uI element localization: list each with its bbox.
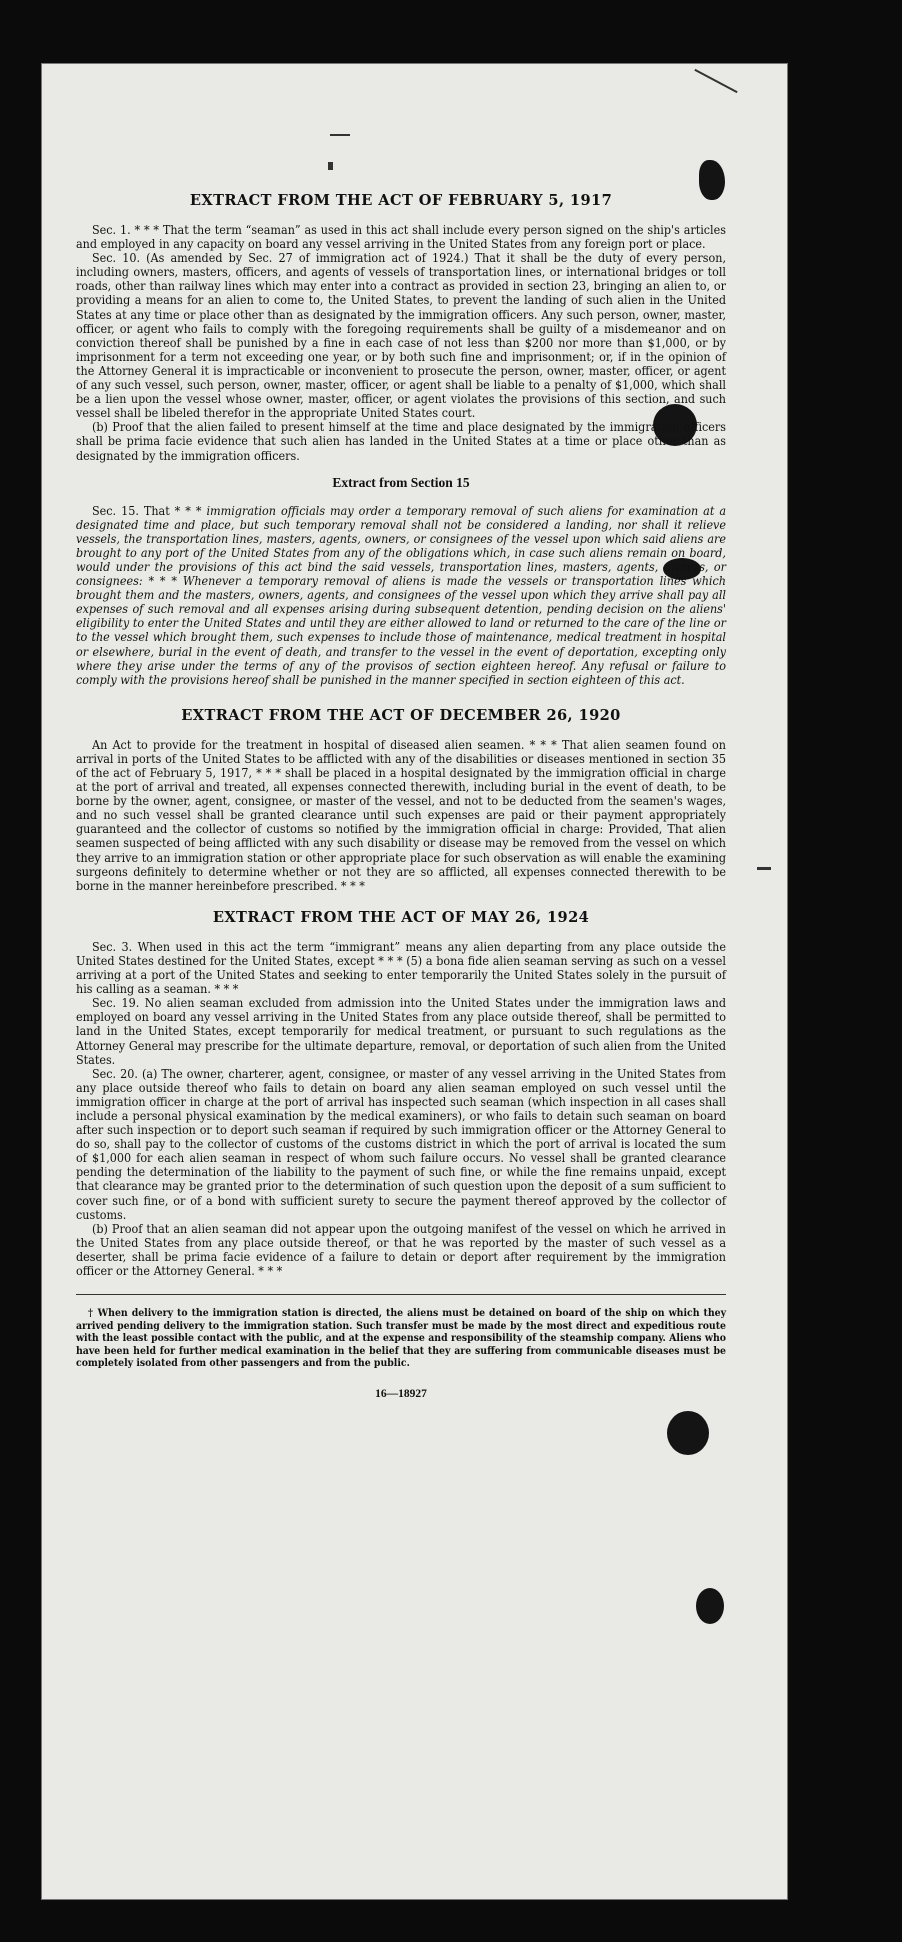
ink-blot [667, 1411, 709, 1455]
paragraph: Sec. 1. * * * That the term “seaman” as used in this act shall include every person signed on the ship's articles and employed in any capacity on board any vessel arriving in the United States from any foreign port or place. [76, 222, 726, 252]
section-heading: EXTRACT FROM THE ACT OF DECEMBER 26, 1920 [181, 706, 621, 724]
paragraph-lead: Sec. 15. That * * * [92, 502, 207, 518]
paragraph: (b) Proof that the alien failed to present himself at the time and place designated by the immigration officers shall be prima facie evidence that such alien has landed in the United States at a time or place other than as designated by the immigration officers. [76, 419, 726, 463]
paragraph: Sec. 3. When used in this act the term “immigrant” means any alien departing from any place outside the United States destined for the United States, except * * * (5) a bona fide alien seaman serving as such on a vessel arriving at a port of the United States and seeking to enter temporarily the United States solely in the pursuit of his calling as a seaman. * * * [76, 938, 726, 997]
footnote-divider [76, 1294, 726, 1295]
paragraph-italic-text: immigration officials may order a temporary removal of such aliens for examination at a designated time and place, but such temporary removal shall not be considered a landing, nor shall it relieve vessels, the transportation lines, masters, agents, owners, or consignees of the vessel upon which said aliens are brought to any port of the United States from any of the obligations which, in case such aliens remain on board, would under the provisions of this act bind the said vessels, transportation lines, masters, agents, owners, or consignees: * * * Whenever a temporary removal of aliens is made the vessels or transportation lines which brought them and the masters, owners, agents, and consignees of the vessel upon which they arrive shall pay all expenses of such removal and all expenses arising during subsequent detention, pending decision on the aliens' eligibility to enter the United States and until they are either allowed to land or returned to the care of the line or to the vessel which brought them, such expenses to include those of maintenance, medical treatment in hospital or elsewhere, burial in the event of death, and transfer to the vessel in the event of deportation, excepting only where they arise under the terms of any of the provisos of section eighteen hereof. Any refusal or failure to comply with the provisions hereof shall be punished in the manner specified in section eighteen of this act. [76, 502, 726, 687]
paragraph: Sec. 20. (a) The owner, charterer, agent, consignee, or master of any vessel arriving in the United States from any place outside thereof who fails to detain on board any alien seaman employed on such vessel until the immigration officer in charge at the port of arrival has inspected such seaman (which inspection in all cases shall include a personal physical examination by the medical examiners), or who fails to detain such seaman on board after such inspection or to deport such seaman if required by such immigration officer or the Attorney General to do so, shall pay to the collector of customs of the customs district in which the port of arrival is located the sum of $1,000 for each alien seaman in respect of whom such failure occurs. No vessel shall be granted clearance pending the determination of the liability to the payment of such fine, or while the fine remains unpaid, except that clearance may be granted prior to the determination of such question upon the deposit of a sum sufficient to cover such fine, or of a bond with sufficient surety to secure the payment thereof approved by the collector of customs. [76, 1065, 726, 1222]
section-heading: EXTRACT FROM THE ACT OF MAY 26, 1924 [212, 908, 590, 926]
paragraph: Sec. 19. No alien seaman excluded from admission into the United States under the immigration laws and employed on board any vessel arriving in the United States from any place outside thereof, shall be permitted to land in the United States, except temporarily for medical treatment, or pursuant to such regulations as the Attorney General may prescribe for the ultimate departure, removal, or deportation of such alien from the United States. [76, 995, 726, 1067]
ink-blot [696, 1588, 724, 1624]
page-number: 16—18927 [375, 1387, 427, 1400]
ink-mark [757, 867, 771, 870]
paragraph: Sec. 10. (As amended by Sec. 27 of immigration act of 1924.) That it shall be the duty of every person, including owners, masters, officers, and agents of vessels of transportation lines, or international bridges or toll roads, other than railway lines which may enter into a contract as provided in section 23, bringing an alien to, or providing a means for an alien to come to, the United States, to prevent the landing of such alien in the United States at any time or place other than as designated by the immigration officers. Any such person, owner, master, officer, or agent who fails to comply with the foregoing requirements shall be guilty of a misdemeanor and on conviction thereof shall be punished by a fine in each case of not less than $200 nor more than $1,000, or by imprisonment for a term not exceeding one year, or by both such fine and imprisonment; or, if in the opinion of the Attorney General it is impracticable or inconvenient to prosecute the person, owner, master, officer, or agent of any such vessel, such person, owner, master, officer, or agent shall be liable to a penalty of $1,000, which shall be a lien upon the vessel whose owner, master, officer, or agent violates the provisions of this section, and such vessel shall be libeled therefor in the appropriate United States court. [76, 250, 726, 421]
section-subheading: Extract from Section 15 [332, 474, 470, 490]
section-heading: EXTRACT FROM THE ACT OF FEBRUARY 5, 1917 [189, 192, 613, 209]
footnote: † When delivery to the immigration station is directed, the aliens must be detained on board of the ship on which they arrived pending delivery to the immigration station. Such transfer must be made by the most direct and expeditious route with the least possible contact with the public, and at the expense and responsibility of the steamship company. Aliens who have been held for further medical examination in the belief that they are suffering from communicable diseases must be completely isolated from other passengers and from the public. [76, 1307, 726, 1370]
ink-mark [694, 69, 737, 93]
paragraph: An Act to provide for the treatment in hospital of diseased alien seamen. * * * That alien seamen found on arrival in ports of the United States to be afflicted with any of the disabilities or diseases mentioned in section 35 of the act of February 5, 1917, * * * shall be placed in a hospital designated by the immigration official in charge at the port of arrival and treated, all expenses connected therewith, including burial in the event of death, to be borne by the owner, agent, consignee, or master of the vessel, and not to be deducted from the seamen's wages, and no such vessel shall be granted clearance until such expenses are paid or their payment appropriately guaranteed and the collector of customs so notified by the immigration official in charge: Provided, That alien seamen suspected of being afflicted with any such disability or disease may be removed from the vessel on which they arrive to an immigration station or other appropriate place for such observation as will enable the examining surgeons definitely to determine whether or not they are so afflicted, all expenses connected therewith to be borne in the manner hereinbefore prescribed. * * * [76, 736, 726, 893]
paragraph: (b) Proof that an alien seaman did not appear upon the outgoing manifest of the vessel on which he arrived in the United States from any place outside thereof, or that he was reported by the master of such vessel as a deserter, shall be prima facie evidence of a failure to detain or deport after requirement by the immigration officer or the Attorney General. * * * [76, 1220, 726, 1278]
paragraph [76, 504, 726, 687]
document-body [76, 120, 726, 1400]
